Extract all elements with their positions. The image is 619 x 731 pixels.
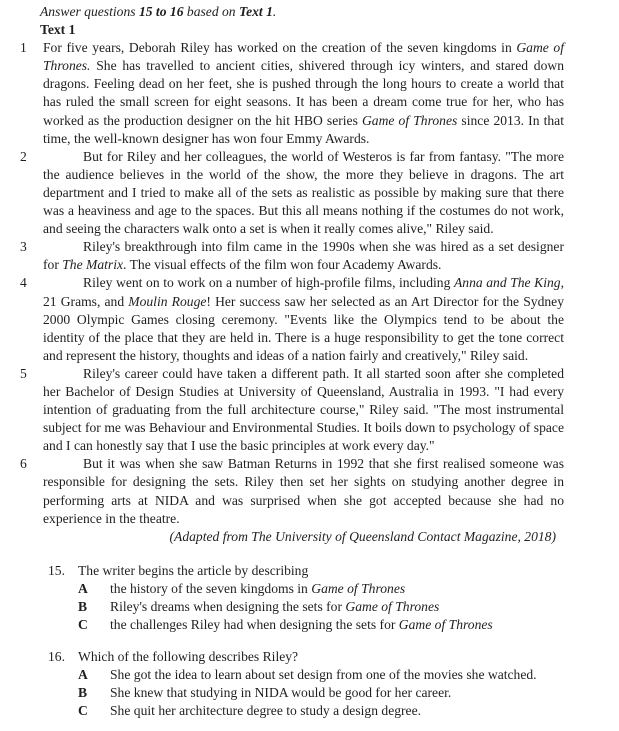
paragraph-text [43,365,564,455]
option-letter: C [78,703,88,719]
paragraph [20,274,565,364]
instructions-text: Answer questions [40,4,139,19]
option-text [110,616,493,634]
option-text [110,666,537,684]
question-stem-line [48,562,619,580]
question-range: 15 to 16 [138,4,184,19]
passage [0,39,619,528]
answer-option[interactable] [78,616,619,634]
paragraph-number: 6 [20,456,27,472]
text-segment: Riley went on to work on a number of high-profile films, including [83,275,454,291]
text-segment: She knew that studying in NIDA would be good for her career. [110,685,452,701]
paragraph-number: 3 [20,239,27,255]
instructions-text: based on [183,4,240,19]
question-stem: Which of the following describes Riley? [78,649,299,665]
paragraph-text [43,39,564,148]
text-segment: But it was when she saw Batman Returns in 1992 that she first realised someone was responsible for designing the sets. Riley then set her sights on studying another degree in performing arts at NIDA and was surprised when she got accepted because she had no experience in the theatre. [43,456,564,526]
answer-option[interactable] [78,580,619,598]
text-segment: She quit her architecture degree to study a design degree. [110,703,422,719]
paragraph-number: 2 [20,148,27,164]
text-segment: But for Riley and her colleagues, the world of Westeros is far from fantasy. "The more the audience believes in the world of the show, the more they believe in dragons. The art department and I tried to make all of the sets as realistic as possible by making sure that there was a heaviness and age to the spaces. But this all means nothing if the costumes do not work, and seeing the characters walk onto a set is when it really comes alive," Riley said. [43,148,564,237]
question-stem: The writer begins the article by describing [78,562,309,578]
paragraph [20,365,564,455]
italic-title: Game of Thrones [398,617,493,633]
italic-title: Game of Thrones [345,599,440,614]
italic-title: Game of Thrones. [43,40,565,74]
italic-title: Anna and The King [453,275,561,291]
option-text [110,598,439,616]
option-letter: B [78,685,88,701]
text-segment: Riley's breakthrough into film came in the 1990s when she was hired as a set designer for [43,239,564,273]
italic-title: Game of Thrones [311,580,406,596]
text-segment: . The visual effects of the film won four Academy Awards. [123,257,442,273]
option-text [110,702,421,720]
option-letter: C [78,617,88,633]
option-letter: A [78,667,88,683]
text-segment: the history of the seven kingdoms in [110,580,312,596]
answer-option[interactable] [78,598,619,616]
question-stem-line [48,648,619,666]
paragraph-text [43,274,564,364]
answer-option[interactable] [78,702,619,720]
paragraph-text [43,148,564,238]
text-title: Text 1 [40,22,76,38]
paragraph-number: 4 [20,275,27,291]
question-number: 16. [48,649,65,665]
text-segment: the challenges Riley had when designing the sets for [110,617,399,633]
text-segment: She got the idea to learn about set design from one of the movies she watched. [110,667,537,683]
answer-option[interactable] [78,666,619,684]
text-segment: For five years, Deborah Riley has worked on the creation of the seven kingdoms in [43,40,517,56]
paragraph [20,39,565,148]
text-reference: Text 1 [239,4,273,19]
option-text [110,580,405,598]
instructions-text: . [272,4,277,19]
paragraph [20,238,564,274]
question-number: 15. [48,562,65,578]
paragraph [20,148,564,238]
paragraph-text [43,455,564,527]
source-citation: (Adapted from The University of Queensland Contact Magazine, 2018) [169,528,556,544]
text-segment: ! Her success saw her selected as an Art Director for the Sydney 2000 Olympic Games closing ceremony. "Events like the Olympics tend to be about the identity of the place that they are held in. There is a huge responsibility to get the tone correct and represent the history, thoughts and ideas of a nation fairly and creatively," Riley said. [43,293,564,363]
text-segment: Riley's career could have taken a different path. It all started soon after she completed her Bachelor of Design Studies at University of Queensland, Australia in 1993. "I had every intention of graduating from the full architecture course," Riley said. "The most instrumental subject for me was Behaviour and Environmental Studies. It boils down to psychology of space and I can honestly say that I use the basic principles at work every day." [43,365,564,454]
answer-option[interactable] [78,684,619,702]
italic-title: Moulin Rouge [128,293,207,309]
question [48,562,619,634]
paragraph-text [43,238,564,274]
option-letter: B [78,599,88,614]
instructions [40,3,619,21]
italic-title: The Matrix [62,257,124,273]
text-segment: Riley's dreams when designing the sets for [110,599,346,614]
option-text [110,684,451,702]
italic-title: Game of Thrones [361,112,458,128]
text-segment: , 21 Grams, and [43,275,565,309]
paragraph-number: 5 [20,365,27,381]
paragraph-number: 1 [20,40,27,56]
question [48,648,619,720]
paragraph [20,455,564,527]
text-segment: since 2013. In that time, the well-known designer has won four Emmy Awards. [43,112,564,146]
questions-section [0,562,619,721]
text-segment: She has travelled to ancient cities, shivered through icy winters, and stared down dragons. Feeling dead on her feet, she is pushed through the long hours to create a world that has ruled the small screen for eight seasons. It has been a dream come true for her, who has worked as the production designer on the hit HBO series [43,58,564,128]
option-letter: A [78,580,88,596]
